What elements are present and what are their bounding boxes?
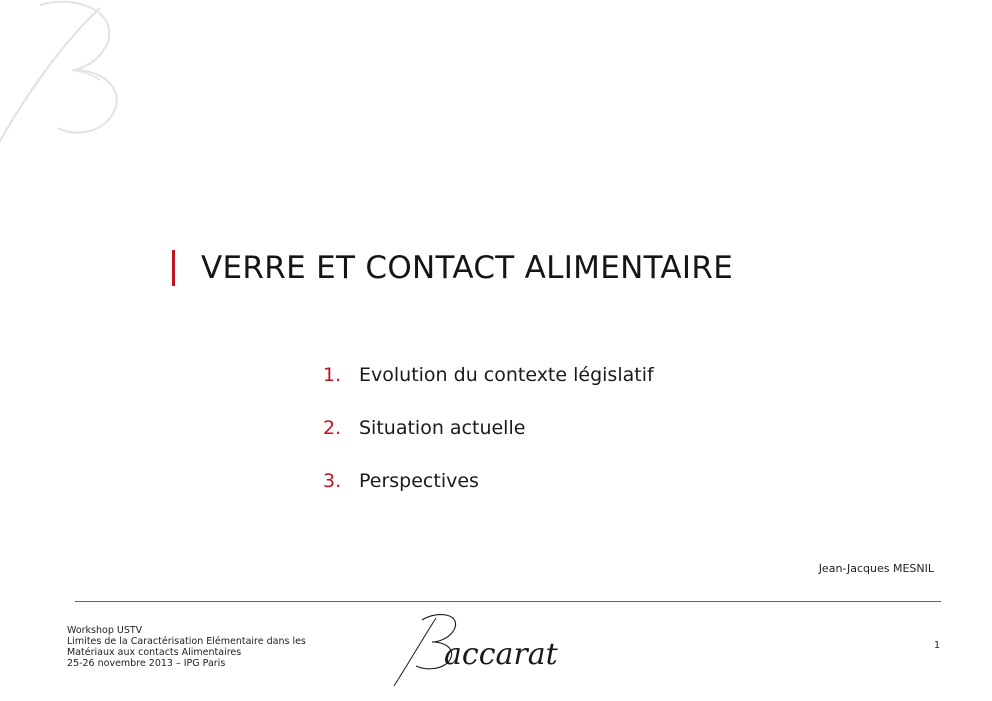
agenda-text: Evolution du contexte législatif — [359, 364, 654, 386]
slide-title: VERRE ET CONTACT ALIMENTAIRE — [201, 250, 734, 286]
footer-line: Matériaux aux contacts Alimentaires — [67, 647, 242, 658]
agenda-text: Perspectives — [359, 470, 479, 492]
footer-divider — [75, 601, 941, 602]
author-name: Jean-Jacques MESNIL — [818, 562, 934, 575]
footer-line: Workshop USTV — [67, 625, 143, 636]
agenda-list — [323, 364, 654, 523]
agenda-number: 2. — [323, 417, 342, 439]
agenda-number: 1. — [323, 364, 342, 386]
agenda-item — [323, 364, 654, 417]
agenda-text: Situation actuelle — [359, 417, 526, 439]
agenda-item — [323, 417, 654, 470]
monogram-watermark-icon — [0, 0, 140, 150]
footer-line: 25-26 novembre 2013 – IPG Paris — [67, 658, 226, 669]
agenda-number: 3. — [323, 470, 342, 492]
title-accent-bar — [172, 250, 175, 286]
footer-info — [67, 625, 306, 669]
footer-line: Limites de la Caractérisation Elémentaire dans les — [67, 636, 306, 647]
title-row — [172, 250, 733, 286]
logo-wordmark: accarat — [444, 637, 558, 672]
agenda-item — [323, 470, 654, 523]
page-number: 1 — [934, 640, 941, 651]
baccarat-logo — [388, 604, 598, 688]
